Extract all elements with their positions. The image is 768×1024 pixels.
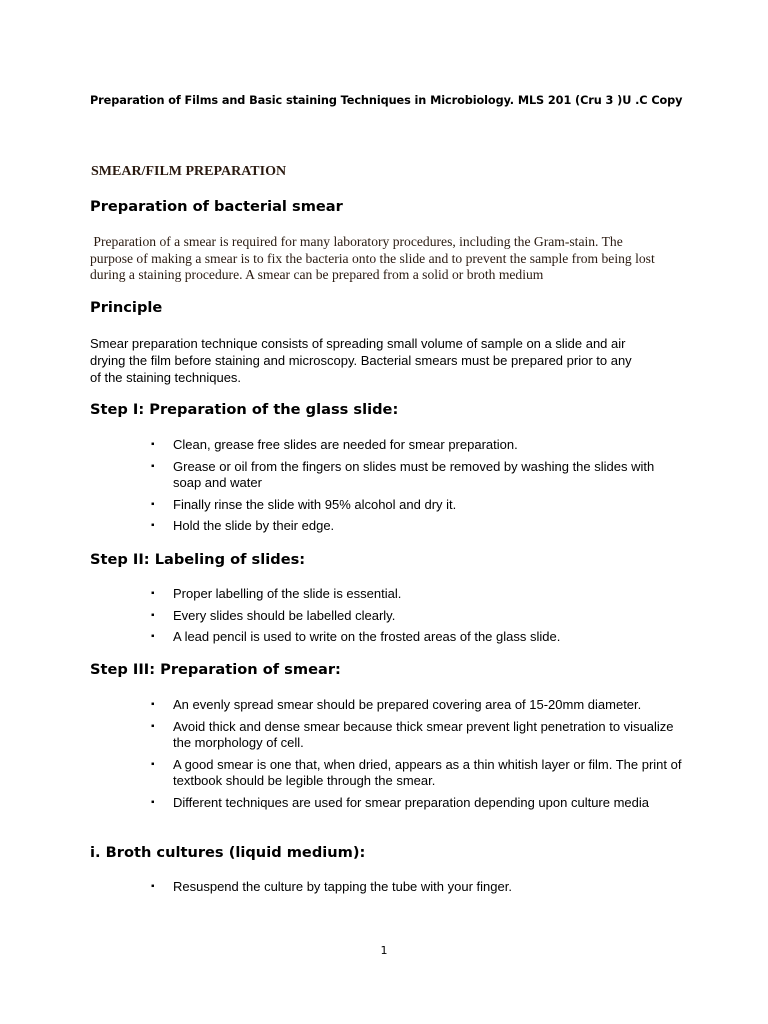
list-item: ▪ A good smear is one that, when dried, appears as a thin whitish layer or film. The print of textbook should be legible through the smear. xyxy=(151,756,682,788)
step-3-list xyxy=(151,697,683,816)
bacterial-smear-paragraph xyxy=(90,234,680,284)
bullet-icon: ▪ xyxy=(151,439,155,450)
header-title: Preparation of Films and Basic staining Techniques in Microbiology. MLS 201 (Cru 3 ) xyxy=(90,94,623,107)
principle-paragraph xyxy=(90,335,680,386)
bullet-icon: ▪ xyxy=(151,609,155,621)
paragraph-line: Smear preparation technique consists of spreading small volume of sample on a slide and air xyxy=(90,336,626,351)
step-1-list xyxy=(151,437,683,540)
paragraph-line: drying the film before staining and microscopy. Bacterial smears must be prepared prior to any xyxy=(90,353,632,368)
list-item: ▪ A lead pencil is used to write on the frosted areas of the glass slide. xyxy=(151,629,561,644)
list-item: ▪ Grease or oil from the fingers on slides must be removed by washing the slides with soap and water xyxy=(151,458,655,490)
list-item: ▪ Every slides should be labelled clearly. xyxy=(151,607,396,623)
broth-list xyxy=(151,879,683,901)
paragraph-line: of the staining techniques. xyxy=(90,370,242,385)
bullet-icon: ▪ xyxy=(151,699,155,710)
heading-step-1: Step I: Preparation of the glass slide: xyxy=(90,401,399,418)
bullet-icon: ▪ xyxy=(151,588,155,599)
list-item: ▪ Finally rinse the slide with 95% alcohol and dry it. xyxy=(151,496,457,512)
bullet-icon: ▪ xyxy=(151,498,155,510)
page-header xyxy=(90,94,690,107)
bullet-icon: ▪ xyxy=(151,631,155,642)
bullet-icon: ▪ xyxy=(151,460,155,472)
heading-step-3: Step III: Preparation of smear: xyxy=(90,661,341,678)
paragraph-line: purpose of making a smear is to fix the bacteria onto the slide and to prevent the sample from being lost xyxy=(90,250,655,266)
bullet-icon: ▪ xyxy=(151,520,155,531)
list-item: ▪ An evenly spread smear should be prepared covering area of 15-20mm diameter. xyxy=(151,697,642,712)
paragraph-line: during a staining procedure. A smear can be prepared from a solid or broth medium xyxy=(90,267,544,282)
list-item: ▪ Proper labelling of the slide is essential. xyxy=(151,586,402,601)
list-item: ▪ Clean, grease free slides are needed for smear preparation. xyxy=(151,437,518,452)
list-item: ▪ Hold the slide by their edge. xyxy=(151,518,335,533)
bullet-icon: ▪ xyxy=(151,881,155,892)
bullet-icon: ▪ xyxy=(151,796,155,808)
heading-broth-cultures: i. Broth cultures (liquid medium): xyxy=(90,844,366,861)
paragraph-line: Preparation of a smear is required for many laboratory procedures, including the Gram-stain. The xyxy=(90,234,623,249)
section-title: SMEAR/FILM PREPARATION xyxy=(91,164,287,179)
bullet-icon: ▪ xyxy=(151,720,155,732)
heading-bacterial-smear: Preparation of bacterial smear xyxy=(90,198,343,215)
heading-step-2: Step II: Labeling of slides: xyxy=(90,551,306,568)
list-item: ▪ Avoid thick and dense smear because thick smear prevent light penetration to visualize the morphology of cell. xyxy=(151,718,674,750)
heading-principle: Principle xyxy=(90,299,163,316)
list-item: ▪ Resuspend the culture by tapping the tube with your finger. xyxy=(151,879,512,894)
bullet-icon: ▪ xyxy=(151,758,155,770)
header-copy-label: U .C Copy xyxy=(622,94,683,107)
list-item: ▪ Different techniques are used for smear preparation depending upon culture media xyxy=(151,794,650,810)
page-number: 1 xyxy=(380,944,388,957)
step-2-list xyxy=(151,586,683,651)
